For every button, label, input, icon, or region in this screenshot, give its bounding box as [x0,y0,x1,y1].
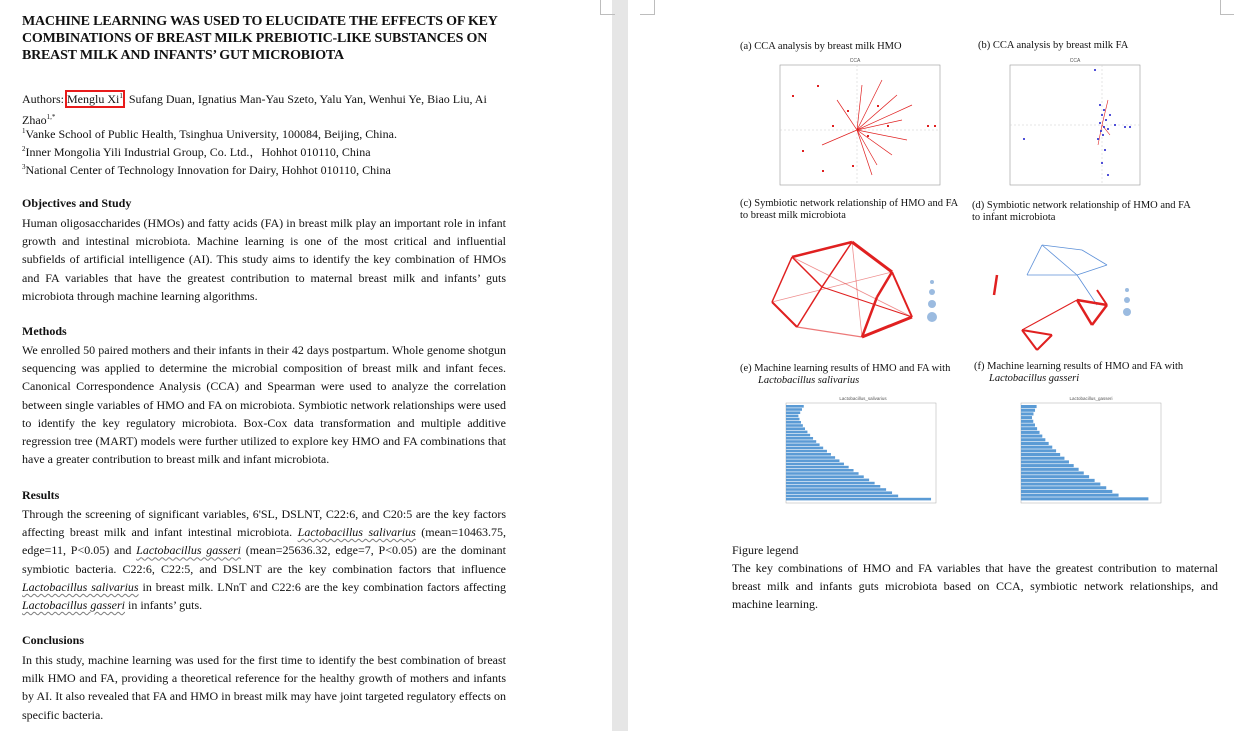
bar [786,498,931,501]
results-heading: Results [22,488,60,502]
crop-mark [640,0,655,15]
figure-a-title: CCA [849,58,861,64]
paper-title: MACHINE LEARNING WAS USED TO ELUCIDATE THE EFFECTS OF KEY COMBINATIONS OF BREAST MILK PREBIOTIC-LIKE SUBSTANCES ON BREAST MILK AND INFANTS’ GUT MICROBIOTA [22,14,498,63]
bar [786,469,854,472]
figure-a-arrows [822,80,912,175]
bar [786,463,844,466]
objectives-text: Human oligosaccharides (HMOs) and fatty acids (FA) in breast milk play an important role in infant growth and intestinal microbiota. Machine learning is one of the most critical and influential subfields of artificial intelligence (AI). This study aims to identify the key combination of HMOs and FA variables that have the greatest contribution to maternal breast milk and infants’ guts microbiota through machine learning algorithms. [22,216,506,303]
figure-b-points [1023,69,1131,176]
bar [786,408,802,411]
page-gap [612,0,628,731]
figure-b-cca-fa [990,55,1160,195]
figure-c-edges [772,242,912,337]
bar [786,424,803,427]
bar [786,491,892,494]
bar [1021,471,1084,474]
bar [786,472,859,475]
bar [786,431,807,434]
bar [786,434,810,437]
figure-c-legend-dots [927,280,937,322]
bar [786,495,898,498]
figure-d-network-infant [982,230,1142,355]
figure-f-ml-gasseri [1003,393,1163,515]
bar [786,437,813,440]
conclusions-text: In this study, machine learning was used for the first time to identify the best combination of breast milk HMO and FA, providing a theoretical reference for the healthy growth of mothers and infants by AI. It also revealed that FA and HMO in breast milk may have joint targeted regulatory effects on specific bacteria. [22,653,506,722]
affiliation-2: $^2$Inner Mongolia Yili Industrial Group, Co. Ltd.，Hohhot 010110, China [22,145,371,159]
bar [786,447,823,450]
bar [786,482,875,485]
bar [1021,475,1089,478]
bar [1021,479,1095,482]
bar [786,475,864,478]
methods-heading: Methods [22,324,67,338]
bar [786,488,886,491]
crop-mark [1220,0,1234,15]
caption-b: (b) CCA analysis by breast milk FA [978,40,1129,51]
figure-d-red-edges [994,275,1107,350]
affiliation-1: $^1$Vanke School of Public Health, Tsinghua University, 100084, Beijing, China. [22,127,397,141]
bar [1021,416,1032,419]
bar [786,440,816,443]
bar [786,479,869,482]
bar [1021,453,1060,456]
bar [1021,438,1045,441]
bar [1021,420,1033,423]
figure-d-blue-edges [1027,245,1107,305]
bar [1021,497,1148,500]
results-text: Through the screening of significant variables, 6'SL, DSLNT, C22:6, and C20:5 are the key factors affecting breast milk and infant intestinal microbiota. Lactobacillus salivarius (mean=10463.75, edge=11, P<0.05) and Lactobacillus gasseri (mean=25636.32, edge=7, P<0.05) are the dominant symbiotic bacteria. C22:6, C22:5, and DSLNT are the key combination factors that influence Lactobacillus salivarius in breast milk. LNnT and C22:6 are the key combination factors affecting Lactobacillus gasseri in infants’ guts. [22,507,507,613]
bar [1021,460,1069,463]
bar [1021,427,1037,430]
figure-e-title: Lactobacillus_salivarius [839,396,887,401]
bar [1021,494,1119,497]
bar [1021,483,1100,486]
bar [786,411,800,414]
caption-f: (f) Machine learning results of HMO and FA with Lactobacillus gasseri [974,361,1184,384]
bar [786,485,880,488]
bar [1021,412,1033,415]
author-list: Authors: Menglu Xi$^1$, Sufang Duan, Ignatius Man-Yau Szeto, Yalu Yan, Wenhui Ye, Biao Liu, Ai Zhao$^{1,*}$ [22,92,487,127]
other-authors: Sufang Duan, Ignatius Man-Yau Szeto, Yalu Yan, Wenhui Ye, Biao Liu, Ai Zhao [22,92,487,127]
bar [786,456,835,459]
conclusions-heading: Conclusions [22,633,85,647]
figure-c-network-breast-milk [752,227,950,357]
bar [786,415,798,418]
figure-d-legend-dots [1123,288,1131,316]
bar [786,453,831,456]
bar [1021,464,1074,467]
figure-e-ml-salivarius [768,393,938,515]
bar [1021,457,1064,460]
bar [786,443,820,446]
bar [1021,446,1052,449]
figure-a-cca-hmo [762,55,948,195]
figure-f-bars [1021,405,1148,500]
bar [1021,442,1049,445]
figure-f-title: Lactobacillus_gasseri [1069,396,1113,401]
caption-a: (a) CCA analysis by breast milk HMO [740,41,902,52]
bar [786,450,827,453]
bar [1021,435,1042,438]
bar [1021,449,1056,452]
bar [1021,409,1035,412]
bar [1021,490,1112,493]
crop-mark [600,0,615,15]
caption-e: (e) Machine learning results of HMO and FA with Lactobacillus salivarius [740,363,951,386]
affiliation-3: $^3$National Center of Technology Innovation for Dairy, Hohhot 010110, China [22,163,391,177]
bar [786,421,801,424]
bar [786,418,799,421]
figure-legend-text: The key combinations of HMO and FA variables that have the greatest contribution to maternal breast milk and infants guts microbiota based on CCA, symbiotic network relationships, and machine learning. [732,561,1218,612]
figure-b-title: CCA [1069,58,1081,64]
methods-text: We enrolled 50 paired mothers and their infants in their 42 days postpartum. Whole genome shotgun sequencing was applied to determine the microbial composition of breast milk and infant feces. Canonical Correspondence Analysis (CCA) and Spearman were used to analyze the correlation between single variables of HMO and FA on microbiota. Symbiotic network relationships were used to identify the key regulatory microbiota. Box-Cox data transformation and multiple additive regression tree (MART) models were further utilized to explore key HMO and FA combinations that have a greater contribution to breast milk and infant microbiota. [22,343,506,467]
figure-e-bars [786,405,931,500]
bar [786,405,804,408]
caption-d: (d) Symbiotic network relationship of HMO and FA to infant microbiota [972,200,1191,223]
bar [1021,431,1040,434]
highlighted-author[interactable]: Menglu Xi$^1$ [67,92,123,106]
bar [786,466,849,469]
figure-legend-heading: Figure legend [732,543,799,557]
bar [1021,486,1106,489]
bar [786,427,805,430]
bar [1021,423,1035,426]
objectives-heading: Objectives and Study [22,196,132,210]
bar [786,459,839,462]
bar [1021,405,1037,408]
caption-c: (c) Symbiotic network relationship of HMO and FA to breast milk microbiota [740,198,958,221]
bar [1021,468,1079,471]
